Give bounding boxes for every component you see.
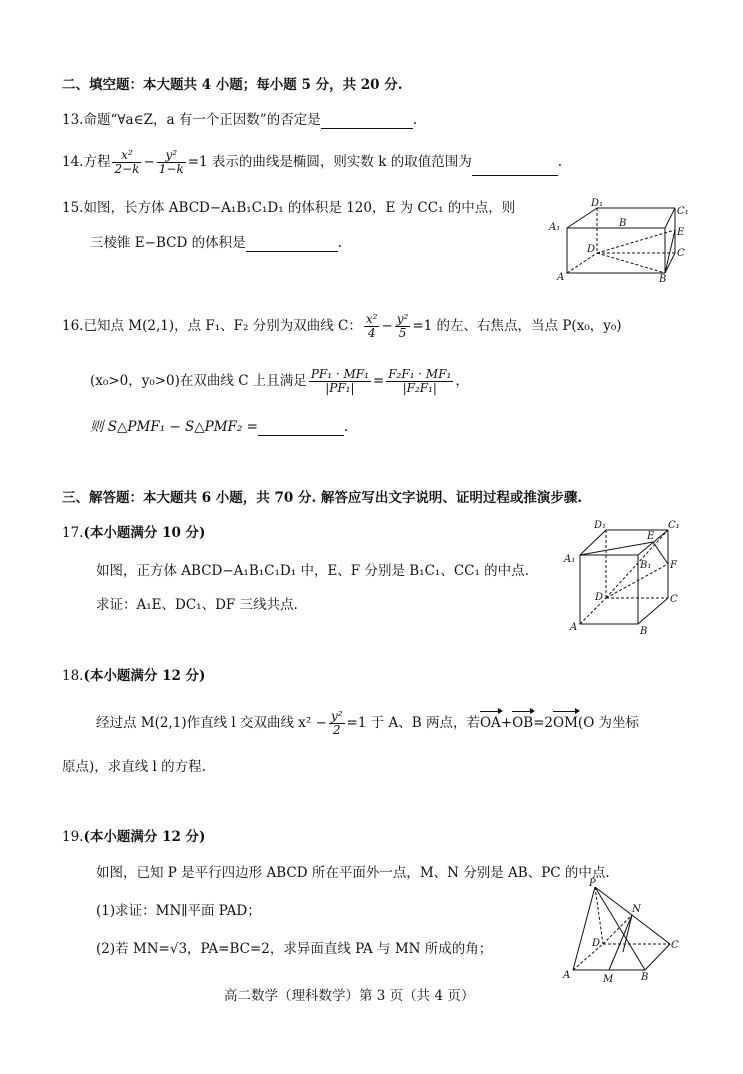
q15-cuboid-figure: [549, 198, 689, 285]
q19-score: (本小题满分 12 分): [83, 829, 206, 845]
q15-hidden-edge: [567, 253, 597, 273]
q17-label-c1: C₁: [668, 520, 680, 531]
q18-text-1b: =1 于 A、B 两点，若: [346, 715, 480, 731]
q19-label-n: N: [632, 904, 641, 915]
q15-label-a1: A₁: [549, 222, 561, 233]
q14-frac2-num: y²: [157, 149, 186, 163]
q17-front-face: [580, 555, 638, 624]
q19-hidden-pd: [595, 887, 603, 944]
q18-text-1c: (O 为坐标: [577, 715, 640, 731]
q13-number: 13.: [62, 112, 84, 128]
q16-frac1-den: 4: [367, 326, 376, 340]
q18-frac-den: 2: [332, 723, 341, 737]
q17-label-b: B: [640, 626, 648, 637]
q16-answer-blank[interactable]: [258, 421, 344, 436]
q17-label-a1: A₁: [564, 554, 576, 565]
q14-frac1-num: x²: [112, 149, 141, 163]
page-footer: 高二数学（理科数学）第 3 页（共 4 页）: [224, 988, 475, 1004]
q14-suffix: =1 表示的曲线是椭圆，则实数 k 的取值范围为: [187, 154, 472, 170]
q15-hidden-edge: [597, 253, 665, 273]
q16-vec-frac1-num: PF₁ · MF₁: [310, 367, 369, 381]
q18-frac-num: y²: [330, 709, 343, 723]
q16-text-3: 则 S△PMF₁ − S△PMF₂ =: [90, 419, 258, 435]
q16-minus: −: [381, 318, 393, 334]
q15-label-c: C: [677, 248, 685, 259]
q15-text-2: 三棱锥 E−BCD 的体积是: [90, 235, 246, 251]
q19-label-p: P: [589, 878, 596, 889]
q19-label-c: C: [671, 940, 679, 951]
q17-label-c: C: [670, 594, 678, 605]
q16-frac1-num: x²: [365, 312, 378, 326]
q17-line-ef: [653, 542, 668, 564]
q17-line-df: [606, 564, 668, 598]
q16-text-2a: (x₀>0，y₀>0)在双曲线 C 上且满足: [90, 373, 307, 389]
q19-label-d: D: [592, 938, 601, 949]
q17-text-1: 如图，正方体 ABCD−A₁B₁C₁D₁ 中，E、F 分别是 B₁C₁、CC₁ 的中点.: [96, 563, 529, 579]
q15-edge: [665, 208, 675, 228]
q16-end: .: [343, 419, 349, 435]
q18-vector-om: OM: [553, 715, 578, 731]
q15-label-d1: D₁: [591, 198, 604, 209]
q15-edge: [665, 253, 675, 273]
q17-text-2: 求证：A₁E、DC₁、DF 三线共点.: [96, 597, 298, 613]
q14-end: .: [557, 154, 562, 170]
q15-label-b: B: [659, 274, 667, 285]
q18-number: 18.: [62, 668, 84, 684]
q17-label-f: F: [670, 560, 677, 571]
q19-edge-pa: [573, 887, 595, 970]
q16-number: 16.: [62, 318, 84, 334]
q19-edge-pc: [595, 887, 670, 944]
q13-answer-blank[interactable]: [321, 114, 413, 129]
q14-answer-blank[interactable]: [472, 161, 558, 176]
q19-edge-pb: [595, 887, 645, 970]
q15-number: 15.: [62, 200, 84, 216]
q17-label-d: D: [595, 592, 604, 603]
q14-fraction-x: [112, 149, 141, 176]
section-3-title: 三、解答题：本大题共 6 小题，共 70 分. 解答应写出文字说明、证明过程或推演步骤.: [62, 490, 583, 506]
q15-label-a: A: [557, 272, 565, 283]
q18-text-2: 原点)，求直线 l 的方程.: [62, 759, 206, 775]
q15-answer-blank[interactable]: [246, 237, 338, 252]
question-16-line3: [90, 418, 348, 436]
q15-text-1: 如图，长方体 ABCD−A₁B₁C₁D₁ 的体积是 120，E 为 CC₁ 的中点，则: [83, 200, 516, 216]
q14-prefix: 方程: [83, 154, 111, 170]
q19-number: 19.: [62, 829, 84, 845]
q13-text: 命题“∀a∈Z，a 有一个正因数”的否定是: [83, 112, 321, 128]
q16-vec-frac1-den: |PF₁|: [325, 381, 355, 395]
q17-label-e: E: [647, 531, 655, 542]
q16-vec-frac2-num: F₂F₁ · MF₁: [388, 367, 452, 381]
q16-equals: =: [372, 373, 385, 389]
q18-score: (本小题满分 12 分): [83, 668, 206, 684]
q15-label-d: D: [587, 244, 596, 255]
q17-label-d1: D₁: [594, 520, 607, 531]
q16-text-1b: =1 的左、右焦点，当点 P(x₀，y₀): [412, 318, 622, 334]
q19-text-1: 如图，已知 P 是平行四边形 ABCD 所在平面外一点，M、N 分别是 AB、PC 的中点.: [96, 865, 610, 881]
q18-equals-2: =2: [533, 715, 554, 731]
q19-pyramid-figure: [563, 878, 680, 987]
q18-vector-ob: OB: [512, 715, 534, 731]
question-13: [62, 111, 417, 129]
q19-label-m: M: [603, 974, 614, 985]
question-16-line2: [90, 368, 469, 395]
question-16-line1: [62, 313, 622, 340]
q14-frac1-den: 2−k: [114, 162, 140, 176]
q14-minus: −: [143, 154, 155, 170]
q15-edge: [665, 230, 675, 273]
q14-number: 14.: [62, 154, 84, 170]
q19-text-2: (1)求证：MN∥平面 PAD；: [96, 903, 261, 919]
q16-frac2-num: y²: [396, 312, 409, 326]
question-14: [62, 149, 562, 176]
q18-vector-oa: OA: [479, 715, 501, 731]
question-18-header: [62, 667, 205, 685]
q19-text-3: (2)若 MN=√3，PA=BC=2，求异面直线 PA 与 MN 所成的角；: [96, 941, 493, 957]
q14-frac2-den: 1−k: [158, 162, 184, 176]
q19-label-a: A: [563, 970, 571, 981]
q13-end: .: [412, 112, 417, 128]
question-17-header: [62, 524, 205, 542]
q15-label-c1: C₁: [677, 206, 689, 217]
question-15-line1: [62, 199, 515, 217]
q17-number: 17.: [62, 525, 84, 541]
q16-text-1a: 已知点 M(2,1)，点 F₁、F₂ 分别为双曲线 C：: [83, 318, 362, 334]
q17-line-dc1: [606, 530, 668, 598]
question-15-line2: [90, 234, 342, 252]
q17-score: (本小题满分 10 分): [83, 525, 206, 541]
q14-fraction-y: [157, 149, 186, 176]
q16-vec-frac2-den: |F₂F₁|: [402, 381, 437, 395]
q19-hidden-dn: [603, 915, 632, 944]
q15-edge: [567, 208, 597, 228]
q16-text-2b: ，: [455, 373, 469, 389]
q18-text-1a: 经过点 M(2,1)作直线 l 交双曲线 x² −: [96, 715, 327, 731]
q19-label-b: B: [641, 972, 649, 983]
question-19-header: [62, 828, 205, 846]
section-2-title: 二、填空题：本大题共 4 小题；每小题 5 分，共 20 分.: [62, 77, 403, 93]
q17-cube-figure: [564, 520, 680, 637]
q15-end: .: [337, 235, 342, 251]
q15-label-e: E: [677, 227, 685, 238]
question-18-line1: [96, 710, 639, 737]
q18-plus: +: [500, 715, 513, 731]
q15-label-b1: B: [619, 218, 627, 229]
q15-front-face: [567, 228, 665, 273]
q17-label-a: A: [570, 622, 578, 633]
q17-label-b1: B₁: [640, 560, 652, 571]
q16-frac2-den: 5: [398, 326, 407, 340]
q19-edge-bc: [645, 944, 670, 970]
q15-hidden-edge: [597, 230, 675, 253]
q17-edge: [638, 598, 668, 624]
